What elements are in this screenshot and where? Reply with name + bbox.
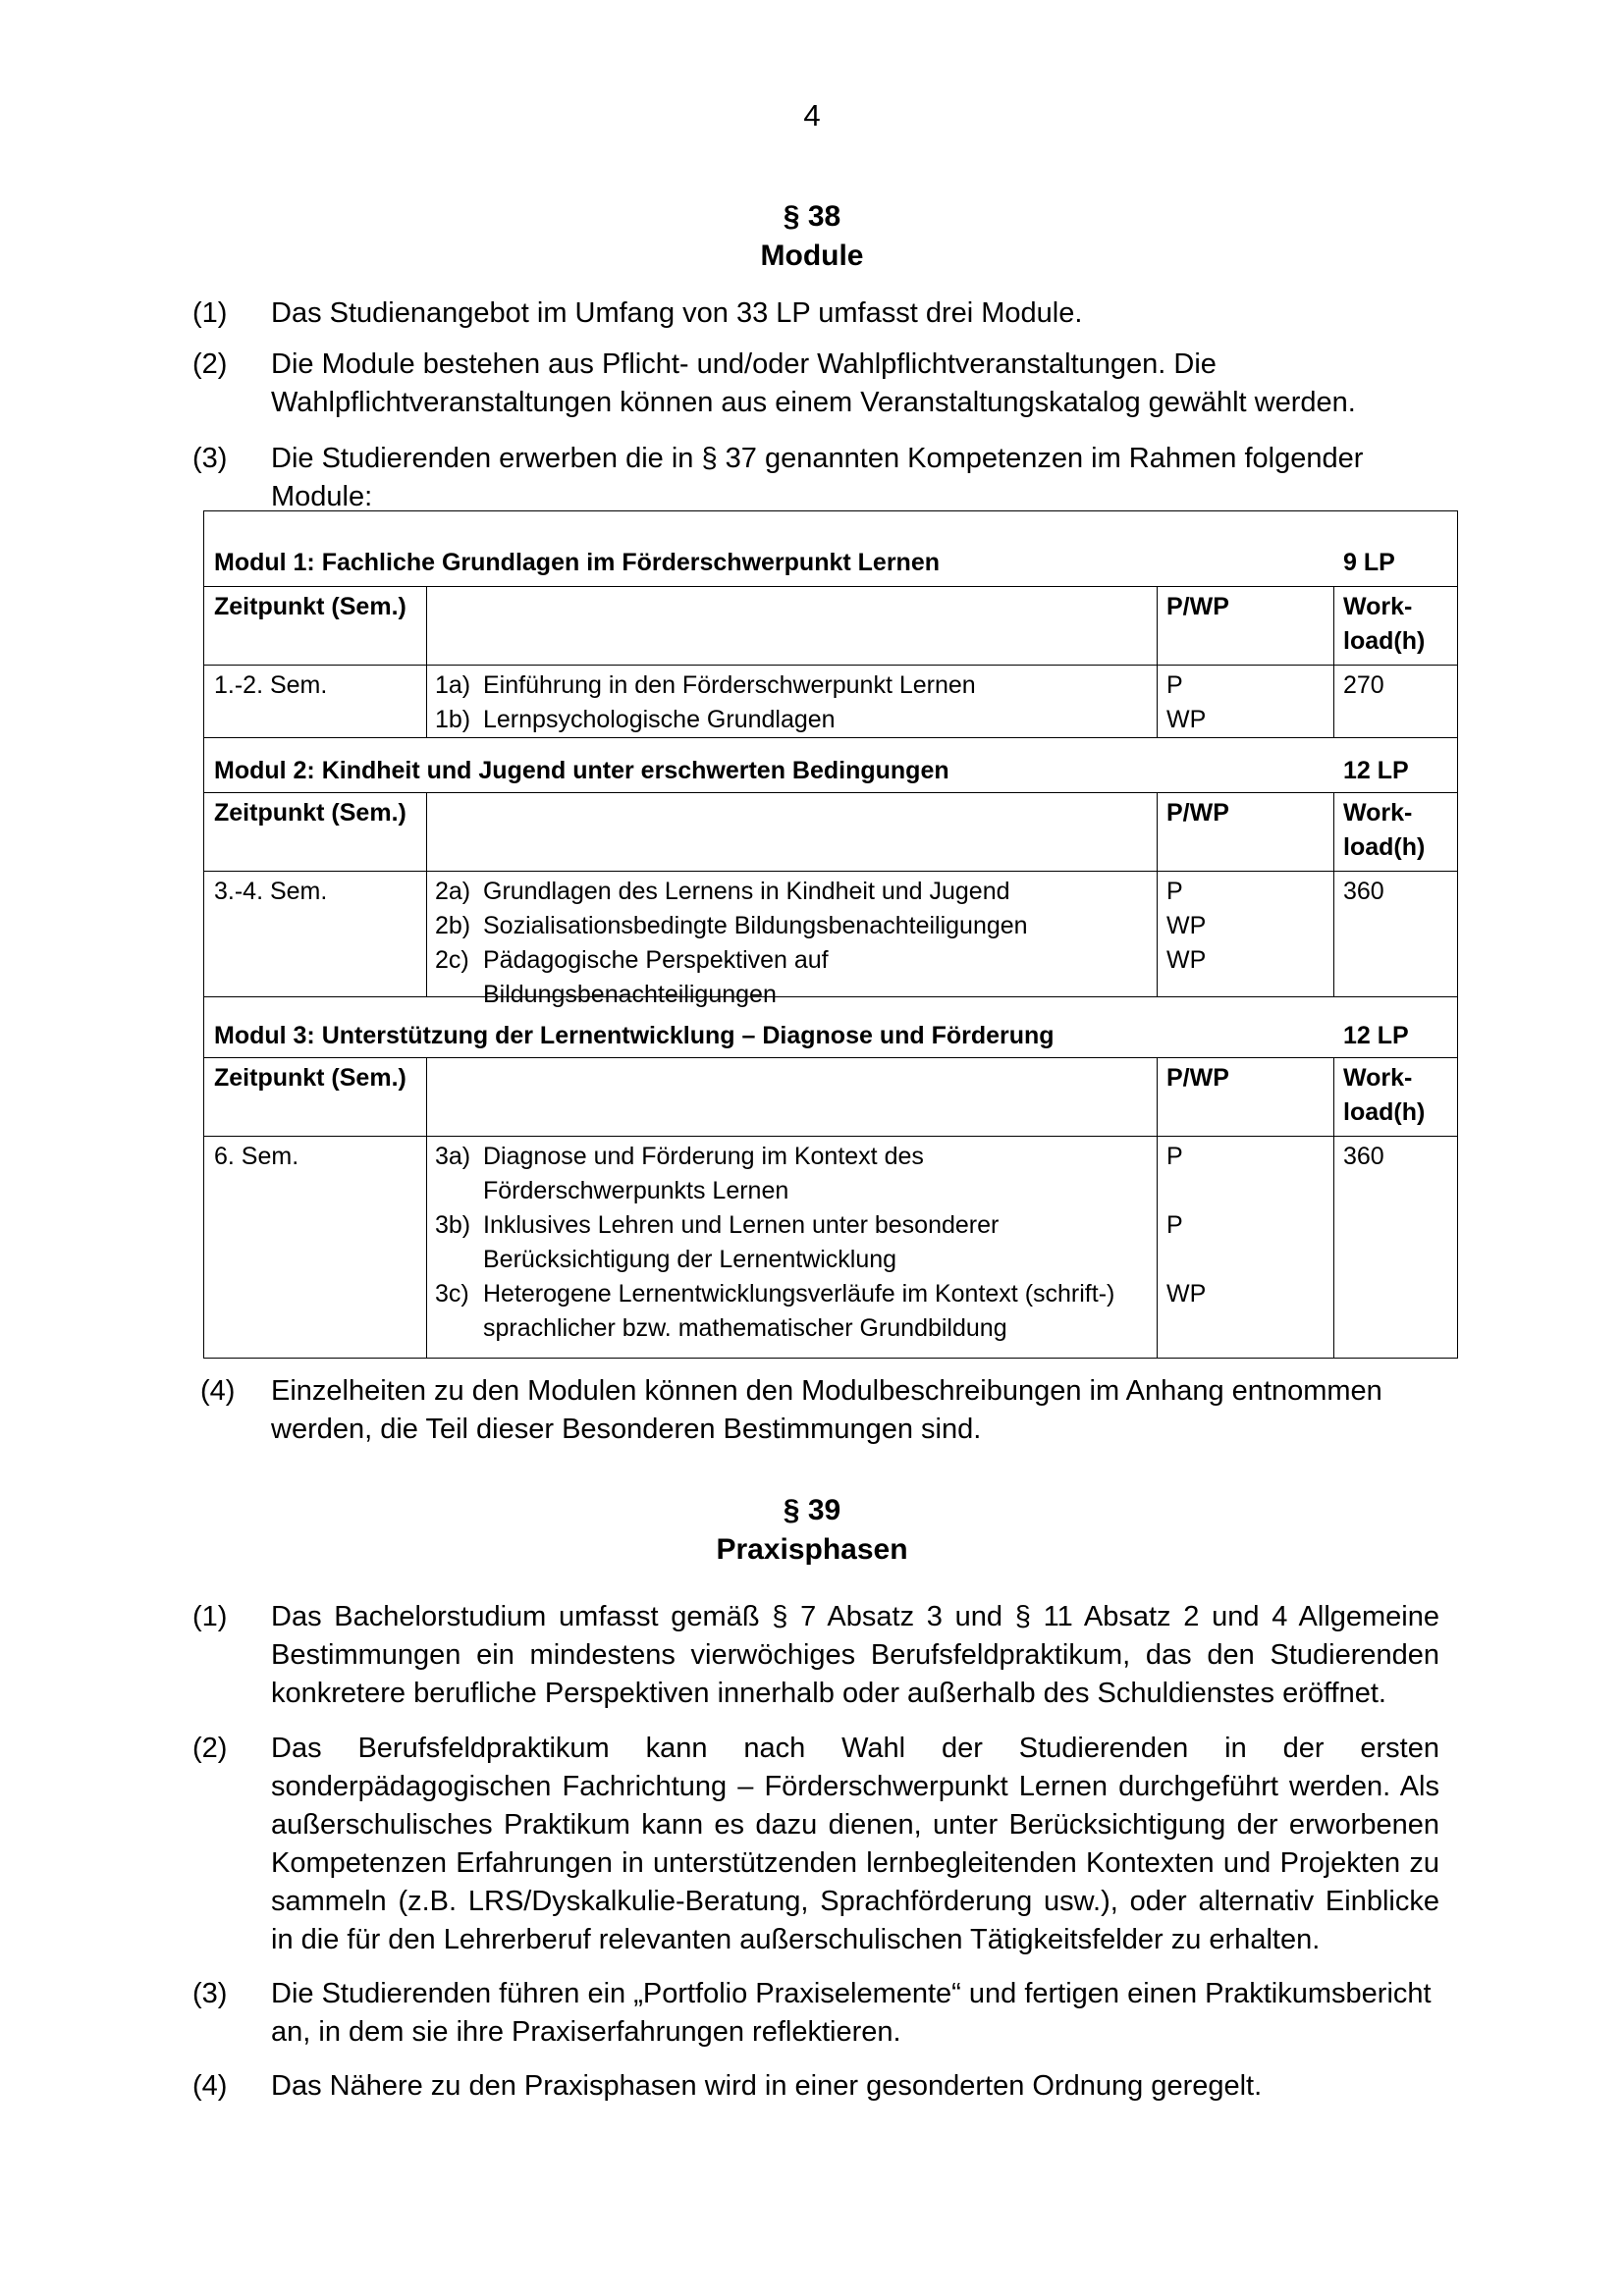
s39-paragraph-1 — [192, 1598, 1439, 1713]
s38-paragraph-1 — [192, 294, 1439, 333]
s39-paragraph-4 — [192, 2067, 1439, 2106]
paragraph-text: Die Studierenden führen ein „Portfolio Praxiselemente“ und fertigen einen Praktikumsbericht an, in dem sie ihre Praxiserfahrungen reflektieren. — [271, 1978, 1432, 2048]
paragraph-number: (3) — [192, 1978, 228, 2009]
paragraph-number: (4) — [192, 2070, 228, 2102]
course-3a: 3a) Diagnose und Förderung im Kontext des Förderschwerpunkts Lernen — [435, 1143, 924, 1204]
column-header-zeitpunkt: Zeitpunkt (Sem.) — [214, 799, 406, 827]
module-workload: 360 — [1343, 1143, 1384, 1170]
course-1a-pwp: P — [1166, 671, 1183, 699]
section-38-title: Module — [760, 240, 864, 272]
section-39-title: Praxisphasen — [716, 1533, 908, 1566]
course-1b: 1b) Lernpsychologische Grundlagen — [435, 706, 836, 733]
module-workload: 270 — [1343, 671, 1384, 699]
module-title: Modul 1: Fachliche Grundlagen im Förderschwerpunkt Lernen — [214, 549, 940, 576]
course-2c: 2c) Pädagogische Perspektiven auf Bildungsbenachteiligungen — [435, 946, 829, 1008]
paragraph-text: Die Module bestehen aus Pflicht- und/oder Wahlpflichtveranstaltungen. Die Wahlpflichtveranstaltungen können aus einem Veranstaltungskatalog gewählt werden. — [271, 348, 1356, 418]
paragraph-number: (1) — [192, 297, 228, 329]
course-3a-pwp: P — [1166, 1143, 1183, 1170]
column-header-zeitpunkt: Zeitpunkt (Sem.) — [214, 593, 406, 620]
paragraph-text: Das Berufsfeldpraktikum kann nach Wahl der Studierenden in der ersten sonderpädagogischen Fachrichtung – Förderschwerpunkt Lernen durchgeführt werden. Als außerschulisches Praktikum kann es dazu dienen, unter Berücksichtigung der erworbenen Kompetenzen Erfahrungen in unterstützenden lernbegleitenden Kontexten und Projekten zu sammeln (z.B. LRS/Dyskalkulie-Beratung, Sprachförderung usw.), oder alternativ Einblicke in die für den Lehrerberuf relevanten außerschulischen Tätigkeitsfelder zu erhalten. — [271, 1733, 1439, 1955]
course-2b-pwp: WP — [1166, 912, 1207, 939]
module-semester: 6. Sem. — [214, 1143, 299, 1170]
module-title: Modul 3: Unterstützung der Lernentwicklung – Diagnose und Förderung — [214, 1022, 1055, 1049]
column-header-pwp: P/WP — [1166, 593, 1229, 620]
course-2a-pwp: P — [1166, 878, 1183, 905]
column-header-pwp: P/WP — [1166, 1064, 1229, 1092]
course-2c-pwp: WP — [1166, 946, 1207, 974]
paragraph-number: (1) — [192, 1601, 228, 1632]
module-title: Modul 2: Kindheit und Jugend unter erschwerten Bedingungen — [214, 757, 949, 784]
course-3b-pwp: P — [1166, 1211, 1183, 1239]
paragraph-number: (4) — [200, 1375, 236, 1407]
module-3 — [204, 996, 1457, 1360]
s38-paragraph-3 — [192, 440, 1439, 516]
column-header-pwp: P/WP — [1166, 799, 1229, 827]
module-lp: 9 LP — [1343, 549, 1395, 576]
paragraph-number: (2) — [192, 1733, 228, 1764]
paragraph-text: Das Nähere zu den Praxisphasen wird in einer gesonderten Ordnung geregelt. — [271, 2070, 1263, 2102]
module-semester: 3.-4. Sem. — [214, 878, 328, 905]
paragraph-text: Das Bachelorstudium umfasst gemäß § 7 Absatz 3 und § 11 Absatz 2 und 4 Allgemeine Bestimmungen ein mindestens vierwöchiges Berufsfeldpraktikum, das den Studierenden konkretere berufliche Perspektiven innerhalb oder außerhalb des Schuldienstes eröffnet. — [271, 1601, 1439, 1709]
course-3c-pwp: WP — [1166, 1280, 1207, 1308]
column-header-workload: Work-load(h) — [1343, 799, 1426, 861]
paragraph-number: (3) — [192, 443, 228, 474]
course-2b: 2b) Sozialisationsbedingte Bildungsbenachteiligungen — [435, 912, 1028, 939]
s38-paragraph-2 — [192, 346, 1439, 422]
module-1 — [204, 511, 1457, 737]
paragraph-text: Das Studienangebot im Umfang von 33 LP umfasst drei Module. — [271, 297, 1083, 329]
course-1b-pwp: WP — [1166, 706, 1207, 733]
column-header-workload: Work-load(h) — [1343, 1064, 1426, 1126]
module-semester: 1.-2. Sem. — [214, 671, 328, 699]
paragraph-text: Die Studierenden erwerben die in § 37 genannten Kompetenzen im Rahmen folgender Module: — [271, 443, 1364, 512]
module-workload: 360 — [1343, 878, 1384, 905]
module-lp: 12 LP — [1343, 1022, 1409, 1049]
page-number: 4 — [803, 98, 821, 133]
paragraph-number: (2) — [192, 348, 228, 380]
s38-paragraph-4 — [200, 1372, 1439, 1449]
course-1a: 1a) Einführung in den Förderschwerpunkt Lernen — [435, 671, 976, 699]
section-38-number: § 38 — [783, 200, 841, 233]
column-header-zeitpunkt: Zeitpunkt (Sem.) — [214, 1064, 406, 1092]
course-2a: 2a) Grundlagen des Lernens in Kindheit und Jugend — [435, 878, 1010, 905]
module-2 — [204, 737, 1457, 1008]
course-3c: 3c) Heterogene Lernentwicklungsverläufe im Kontext (schrift-) sprachlicher bzw. mathematischer Grundbildung — [435, 1280, 1115, 1342]
section-39-number: § 39 — [783, 1494, 841, 1526]
course-3b: 3b) Inklusives Lehren und Lernen unter besonderer Berücksichtigung der Lernentwicklung — [435, 1211, 1000, 1273]
column-header-workload: Work-load(h) — [1343, 593, 1426, 655]
paragraph-text: Einzelheiten zu den Modulen können den Modulbeschreibungen im Anhang entnommen werden, die Teil dieser Besonderen Bestimmungen sind. — [271, 1375, 1382, 1445]
module-lp: 12 LP — [1343, 757, 1409, 784]
s39-paragraph-2 — [192, 1730, 1439, 1959]
module-table — [203, 510, 1458, 1359]
s39-paragraph-3 — [192, 1975, 1439, 2052]
